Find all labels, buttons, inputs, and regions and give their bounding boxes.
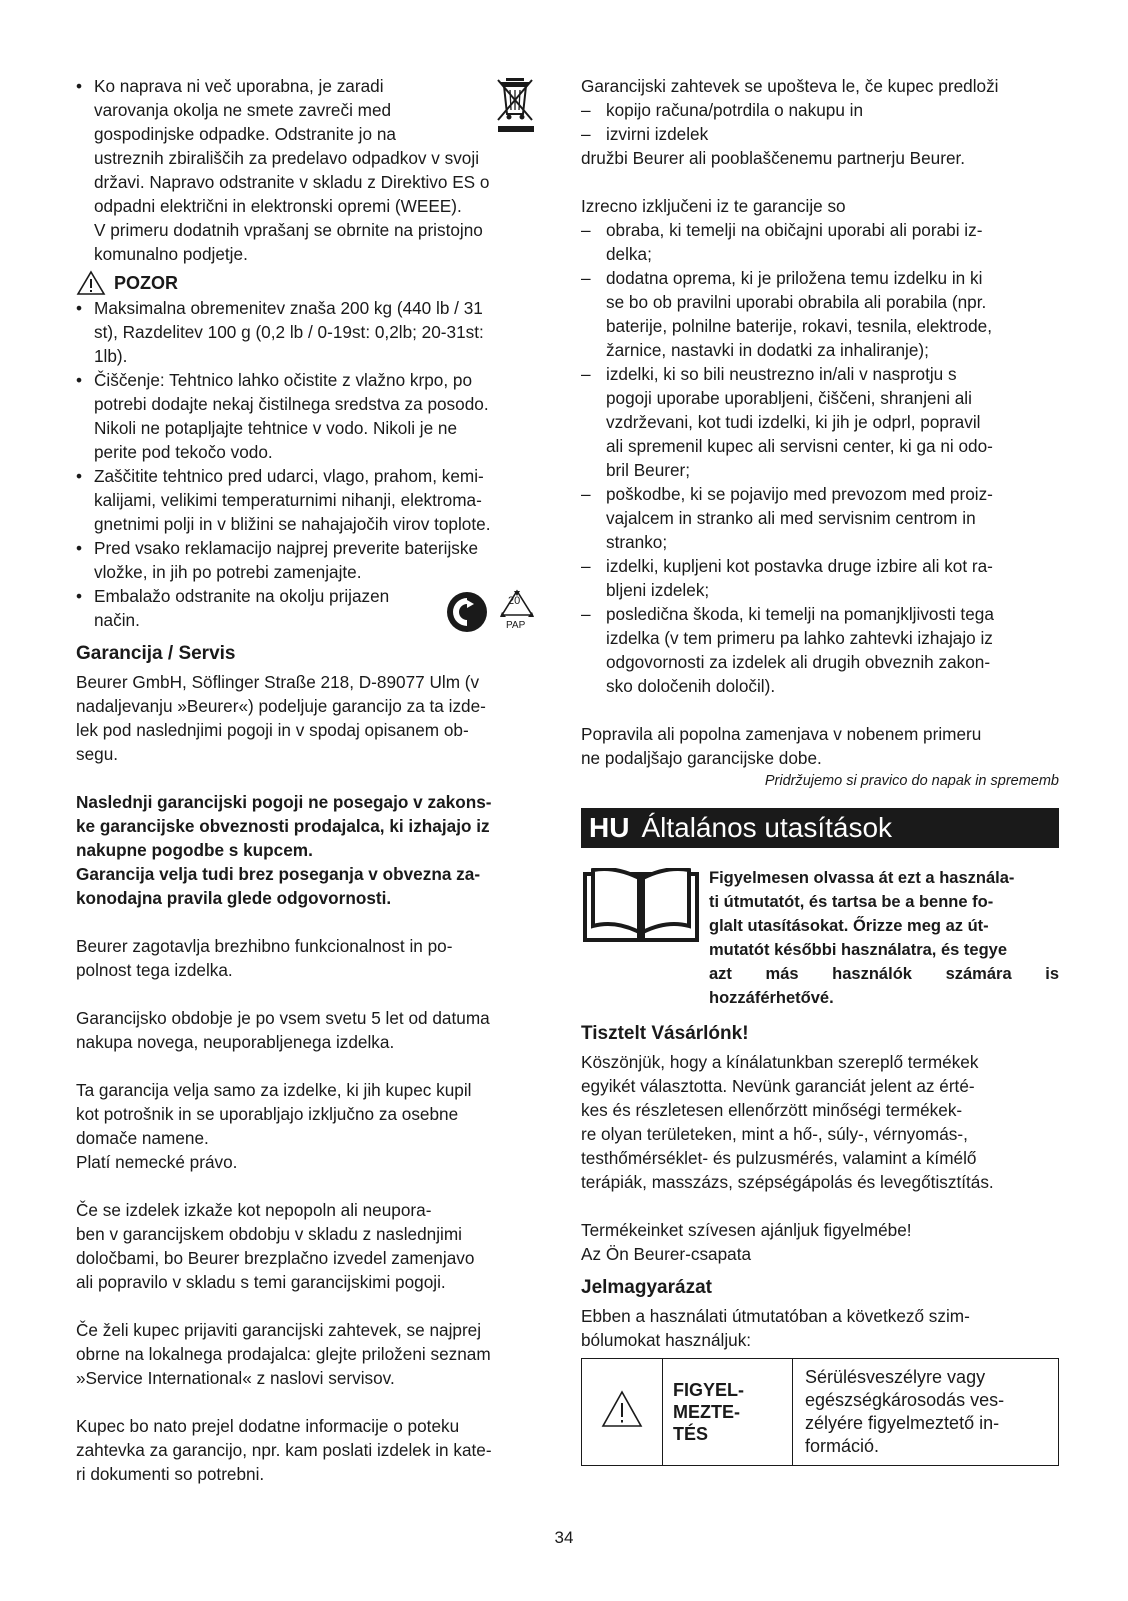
bullet-line: Čiščenje: Tehtnico lahko očistite z vlažno krpo, po: [94, 370, 473, 390]
warranty-intro-line: Beurer GmbH, Söflinger Straße 218, D-89077 Ulm (v: [76, 672, 480, 692]
replace-line: Če se izdelek izkaže kot nepopoln ali neupora-: [76, 1200, 432, 1220]
errors-note: Pridržujemo si pravico do napak in sprememb: [764, 773, 1059, 789]
excluded-line: izdelki, kupljeni kot postavka druge izbire ali kot ra-: [606, 556, 993, 576]
warning-triangle-icon: [76, 270, 106, 296]
excluded-line: sko določenih določil).: [606, 676, 776, 696]
weee-bullet: [76, 74, 550, 266]
period-line: nakupa novega, neuporabljenega izdelka.: [76, 1032, 395, 1052]
scope-line: kot potrošnik in se uporabljajo izključno za osebne: [76, 1104, 459, 1124]
read-manual-notice: [581, 866, 1059, 1010]
green-dot-icon: [445, 590, 489, 634]
weee-line: komunalno podjetje.: [94, 244, 248, 264]
bullet-line: vložke, in jih po potrebi zamenjajte.: [94, 562, 362, 582]
page-number: 34: [554, 1528, 574, 1547]
legend-intro-line: bólumokat használjuk:: [581, 1330, 752, 1350]
bullet-item: [76, 464, 550, 536]
dash-marker: –: [581, 268, 591, 288]
bullet-line: kalijami, velikimi temperaturnimi nihanji, elektroma-: [94, 490, 482, 510]
claim-line: Če želi kupec prijaviti garancijski zahtevek, se najprej: [76, 1320, 482, 1340]
caution-heading: [76, 270, 550, 296]
excluded-line: stranko;: [606, 532, 668, 552]
warranty-bold-line: Garancija velja tudi brez poseganja v obvezna za-: [76, 864, 481, 884]
legend-row: [582, 1359, 1059, 1466]
section-title: Általános utasítások: [641, 812, 893, 843]
scope-line: Ta garancija velja samo za izdelke, ki jih kupec kupil: [76, 1080, 472, 1100]
excluded-line: se bo ob pravilni uporabi obrabila ali porabila (npr.: [606, 292, 987, 312]
excluded-line: obraba, ki temelji na običajni uporabi ali porabi iz-: [606, 220, 983, 240]
period-line: Garancijsko obdobje je po vsem svetu 5 let od datuma: [76, 1008, 490, 1028]
claim-item: [581, 98, 1059, 122]
legend-desc-line: formáció.: [805, 1436, 880, 1456]
bullet-line: Nikoli ne potapljajte tehtnice v vodo. Nikoli je ne: [94, 418, 458, 438]
dash-marker: –: [581, 484, 591, 504]
notice-line: Figyelmesen olvassa át ezt a használa-: [709, 869, 1015, 887]
language-code: HU: [589, 812, 630, 843]
excluded-line: pogoji uporabe uporabljeni, čiščeni, shranjeni ali: [606, 388, 972, 408]
excluded-line: delka;: [606, 244, 652, 264]
notice-line: mutatót későbbi használatra, és tegye: [709, 941, 1008, 959]
info-line: Kupec bo nato prejel dodatne informacije o poteku: [76, 1416, 460, 1436]
crossed-bin-icon: [494, 76, 538, 134]
claim-item-line: kopijo računa/potrdila o nakupu in: [606, 100, 864, 120]
dash-marker: –: [581, 364, 591, 384]
weee-line: ustreznih zbirališčih za predelavo odpadkov v svoji: [94, 148, 480, 168]
bullet-marker: •: [76, 370, 83, 390]
info-line: zahtevka za garancijo, npr. kam poslati izdelek in kate-: [76, 1440, 492, 1460]
warranty-intro-line: nadaljevanju »Beurer«) podeljuje garancijo za ta izde-: [76, 696, 486, 716]
notice-line: azt más használók számára is: [709, 965, 1059, 983]
excluded-line: dodatna oprema, ki je priložena temu izdelku in ki: [606, 268, 983, 288]
bullet-line: Zaščitite tehtnico pred udarci, vlago, prahom, kemi-: [94, 466, 484, 486]
bullet-marker: •: [76, 586, 83, 606]
replace-line: ali popravilo v skladu s temi garancijskimi pogoji.: [76, 1272, 446, 1292]
repair-note-line: ne podaljšajo garancijske dobe.: [581, 748, 822, 768]
open-book-icon: [581, 868, 701, 946]
dash-marker: –: [581, 124, 591, 144]
function-line: polnost tega izdelka.: [76, 960, 233, 980]
excluded-line: ali spremenil kupec ali servisni center, ki ga ni odo-: [606, 436, 993, 456]
section-header-hu: [581, 808, 1059, 848]
symbol-legend-table: [581, 1358, 1059, 1466]
excluded-line: poškodbe, ki se pojavijo med prevozom med proiz-: [606, 484, 993, 504]
weee-line: Ko naprava ni več uporabna, je zaradi: [94, 76, 384, 96]
excluded-line: izdelki, ki so bili neustrezno in/ali v nasprotju s: [606, 364, 957, 384]
scope-line: Platí nemecké právo.: [76, 1152, 238, 1172]
bullet-line: način.: [94, 610, 140, 630]
claim-line: »Service International« z naslovi servisov.: [76, 1368, 395, 1388]
bullet-line: Maksimalna obremenitev znaša 200 kg (440 lb / 31: [94, 298, 483, 318]
weee-line: odpadni električni in elektronski opremi (WEEE).: [94, 196, 462, 216]
legend-label-line: FIGYEL-: [673, 1380, 744, 1400]
replace-line: ben v garancijskem obdobju v skladu z naslednjimi: [76, 1224, 462, 1244]
notice-line: glalt utasításokat. Őrizze meg az út-: [709, 917, 989, 935]
dash-marker: –: [581, 556, 591, 576]
claim-item-line: izvirni izdelek: [606, 124, 709, 144]
warning-triangle-icon: [600, 1389, 644, 1429]
dash-marker: –: [581, 220, 591, 240]
bullet-line: Pred vsako reklamacijo najprej preverite baterijske: [94, 538, 479, 558]
excluded-line: vajalcem in stranko ali med servisnim centrom in: [606, 508, 976, 528]
warranty-bold-line: ke garancijske obveznosti prodajalca, ki izhajajo iz: [76, 816, 490, 836]
excluded-item: [581, 602, 1059, 698]
excluded-line: bljeni izdelek;: [606, 580, 710, 600]
bullet-line: Embalažo odstranite na okolju prijazen: [94, 586, 390, 606]
bullet-line: 1lb).: [94, 346, 128, 366]
bullet-marker: •: [76, 466, 83, 486]
notice-line: hozzáférhetővé.: [709, 989, 834, 1007]
excluded-line: bril Beurer;: [606, 460, 691, 480]
bullet-item: [76, 296, 550, 368]
warranty-bold-line: nakupne pogodbe s kupcem.: [76, 840, 313, 860]
bullet-marker: •: [76, 538, 83, 558]
left-column: [76, 74, 550, 1486]
closing-line: Termékeinket szívesen ajánljuk figyelmébe!: [581, 1220, 912, 1240]
excluded-item: [581, 218, 1059, 266]
weee-line: varovanja okolja ne smete zavreči med: [94, 100, 392, 120]
recycle-number: 20: [508, 595, 521, 607]
replace-line: določbami, bo Beurer brezplačno izvedel zamenjavo: [76, 1248, 475, 1268]
dear-line: Köszönjük, hogy a kínálatunkban szereplő termékek: [581, 1052, 979, 1072]
legend-heading: Jelmagyarázat: [581, 1277, 712, 1298]
bullet-item: [76, 368, 550, 464]
legend-desc-line: Sérülésveszélyre vagy: [805, 1367, 986, 1387]
excluded-line: baterije, polnilne baterije, rokavi, tesnila, elektrode,: [606, 316, 992, 336]
dear-line: terápiák, masszázs, szépségápolás és levegőtisztítás.: [581, 1172, 994, 1192]
dear-line: egyikét választotta. Nevünk garanciát jelent az érté-: [581, 1076, 975, 1096]
warranty-intro-line: lek pod naslednjimi pogoji in v spodaj opisanem ob-: [76, 720, 469, 740]
legend-label-line: TÉS: [673, 1424, 709, 1444]
legend-label-cell: [663, 1359, 793, 1466]
legend-intro-line: Ebben a használati útmutatóban a következő szim-: [581, 1306, 970, 1326]
bullet-item: [76, 536, 550, 584]
scope-line: domače namene.: [76, 1128, 209, 1148]
excluded-item: [581, 482, 1059, 554]
warranty-bold-line: konodajna pravila glede odgovornosti.: [76, 888, 392, 908]
dear-customer-heading: Tisztelt Vásárlónk!: [581, 1023, 749, 1044]
right-column: [581, 74, 1059, 1466]
excluded-line: izdelka (v tem primeru pa lahko zahtevki izhajajo iz: [606, 628, 993, 648]
legend-desc-line: zélyére figyelmeztető in-: [805, 1413, 1000, 1433]
function-line: Beurer zagotavlja brezhibno funkcionalnost in po-: [76, 936, 453, 956]
weee-line: V primeru dodatnih vprašanj se obrnite na pristojno: [94, 220, 483, 240]
dash-marker: –: [581, 100, 591, 120]
bullet-line: st), Razdelitev 100 g (0,2 lb / 0-19st: 0,2lb; 20-31st:: [94, 322, 484, 342]
packaging-block: [76, 584, 550, 632]
legend-icon-cell: [582, 1359, 663, 1466]
notice-line: ti útmutatót, és tartsa be a benne fo-: [709, 893, 994, 911]
info-line: ri dokumenti so potrebni.: [76, 1464, 265, 1484]
weee-line: gospodinjske odpadke. Odstranite jo na: [94, 124, 396, 144]
bullet-marker: •: [76, 76, 83, 96]
warranty-intro-line: segu.: [76, 744, 119, 764]
excluded-item: [581, 266, 1059, 362]
dear-line: re olyan területeken, mint a hő-, súly-, vérnyomás-,: [581, 1124, 968, 1144]
bullet-line: potrebi dodajte nekaj čistilnega sredstva za posodo.: [94, 394, 489, 414]
warranty-heading: Garancija / Servis: [76, 643, 236, 664]
legend-desc-line: egészségkárosodás ves-: [805, 1390, 1005, 1410]
caution-label: POZOR: [114, 273, 179, 293]
excluded-line: žarnice, nastavki in dodatki za inhaliranje);: [606, 340, 929, 360]
claim-intro: Garancijski zahtevek se upošteva le, če kupec predloži: [581, 76, 999, 96]
legend-label-line: MEZTE-: [673, 1402, 740, 1422]
repair-note-line: Popravila ali popolna zamenjava v nobenem primeru: [581, 724, 982, 744]
claim-line: obrne na lokalnega prodajalca: glejte priloženi seznam: [76, 1344, 491, 1364]
warranty-bold-line: Naslednji garancijski pogoji ne posegajo v zakons-: [76, 792, 492, 812]
weee-line: državi. Napravo odstranite v skladu z Direktivo ES o: [94, 172, 490, 192]
legend-desc-cell: [793, 1359, 1059, 1466]
excluded-intro: Izrecno izključeni iz te garancije so: [581, 196, 846, 216]
bullet-marker: •: [76, 298, 83, 318]
excluded-line: posledična škoda, ki temelji na pomanjkljivosti tega: [606, 604, 994, 624]
dash-marker: –: [581, 604, 591, 624]
excluded-item: [581, 362, 1059, 482]
closing-line: Az Ön Beurer-csapata: [581, 1244, 752, 1264]
claim-outro: družbi Beurer ali pooblaščenemu partnerju Beurer.: [581, 148, 966, 168]
claim-item: [581, 122, 1059, 146]
dear-line: kes és részletesen ellenőrzött minőségi termékek-: [581, 1100, 963, 1120]
excluded-line: vzdrževani, kot tudi izdelki, ki jih je odprl, popravil: [606, 412, 981, 432]
dear-line: testhőmérséklet- és pulzusmérés, valamint a kímélő: [581, 1148, 977, 1168]
recycle-code: PAP: [506, 620, 526, 631]
excluded-item: [581, 554, 1059, 602]
bullet-line: perite pod tekočo vodo.: [94, 442, 273, 462]
weee-block: [76, 74, 550, 266]
bullet-line: gnetnimi polji in v bližini se nahajajočih virov toplote.: [94, 514, 491, 534]
excluded-line: odgovornosti za izdelek ali drugih obveznih zakon-: [606, 652, 991, 672]
